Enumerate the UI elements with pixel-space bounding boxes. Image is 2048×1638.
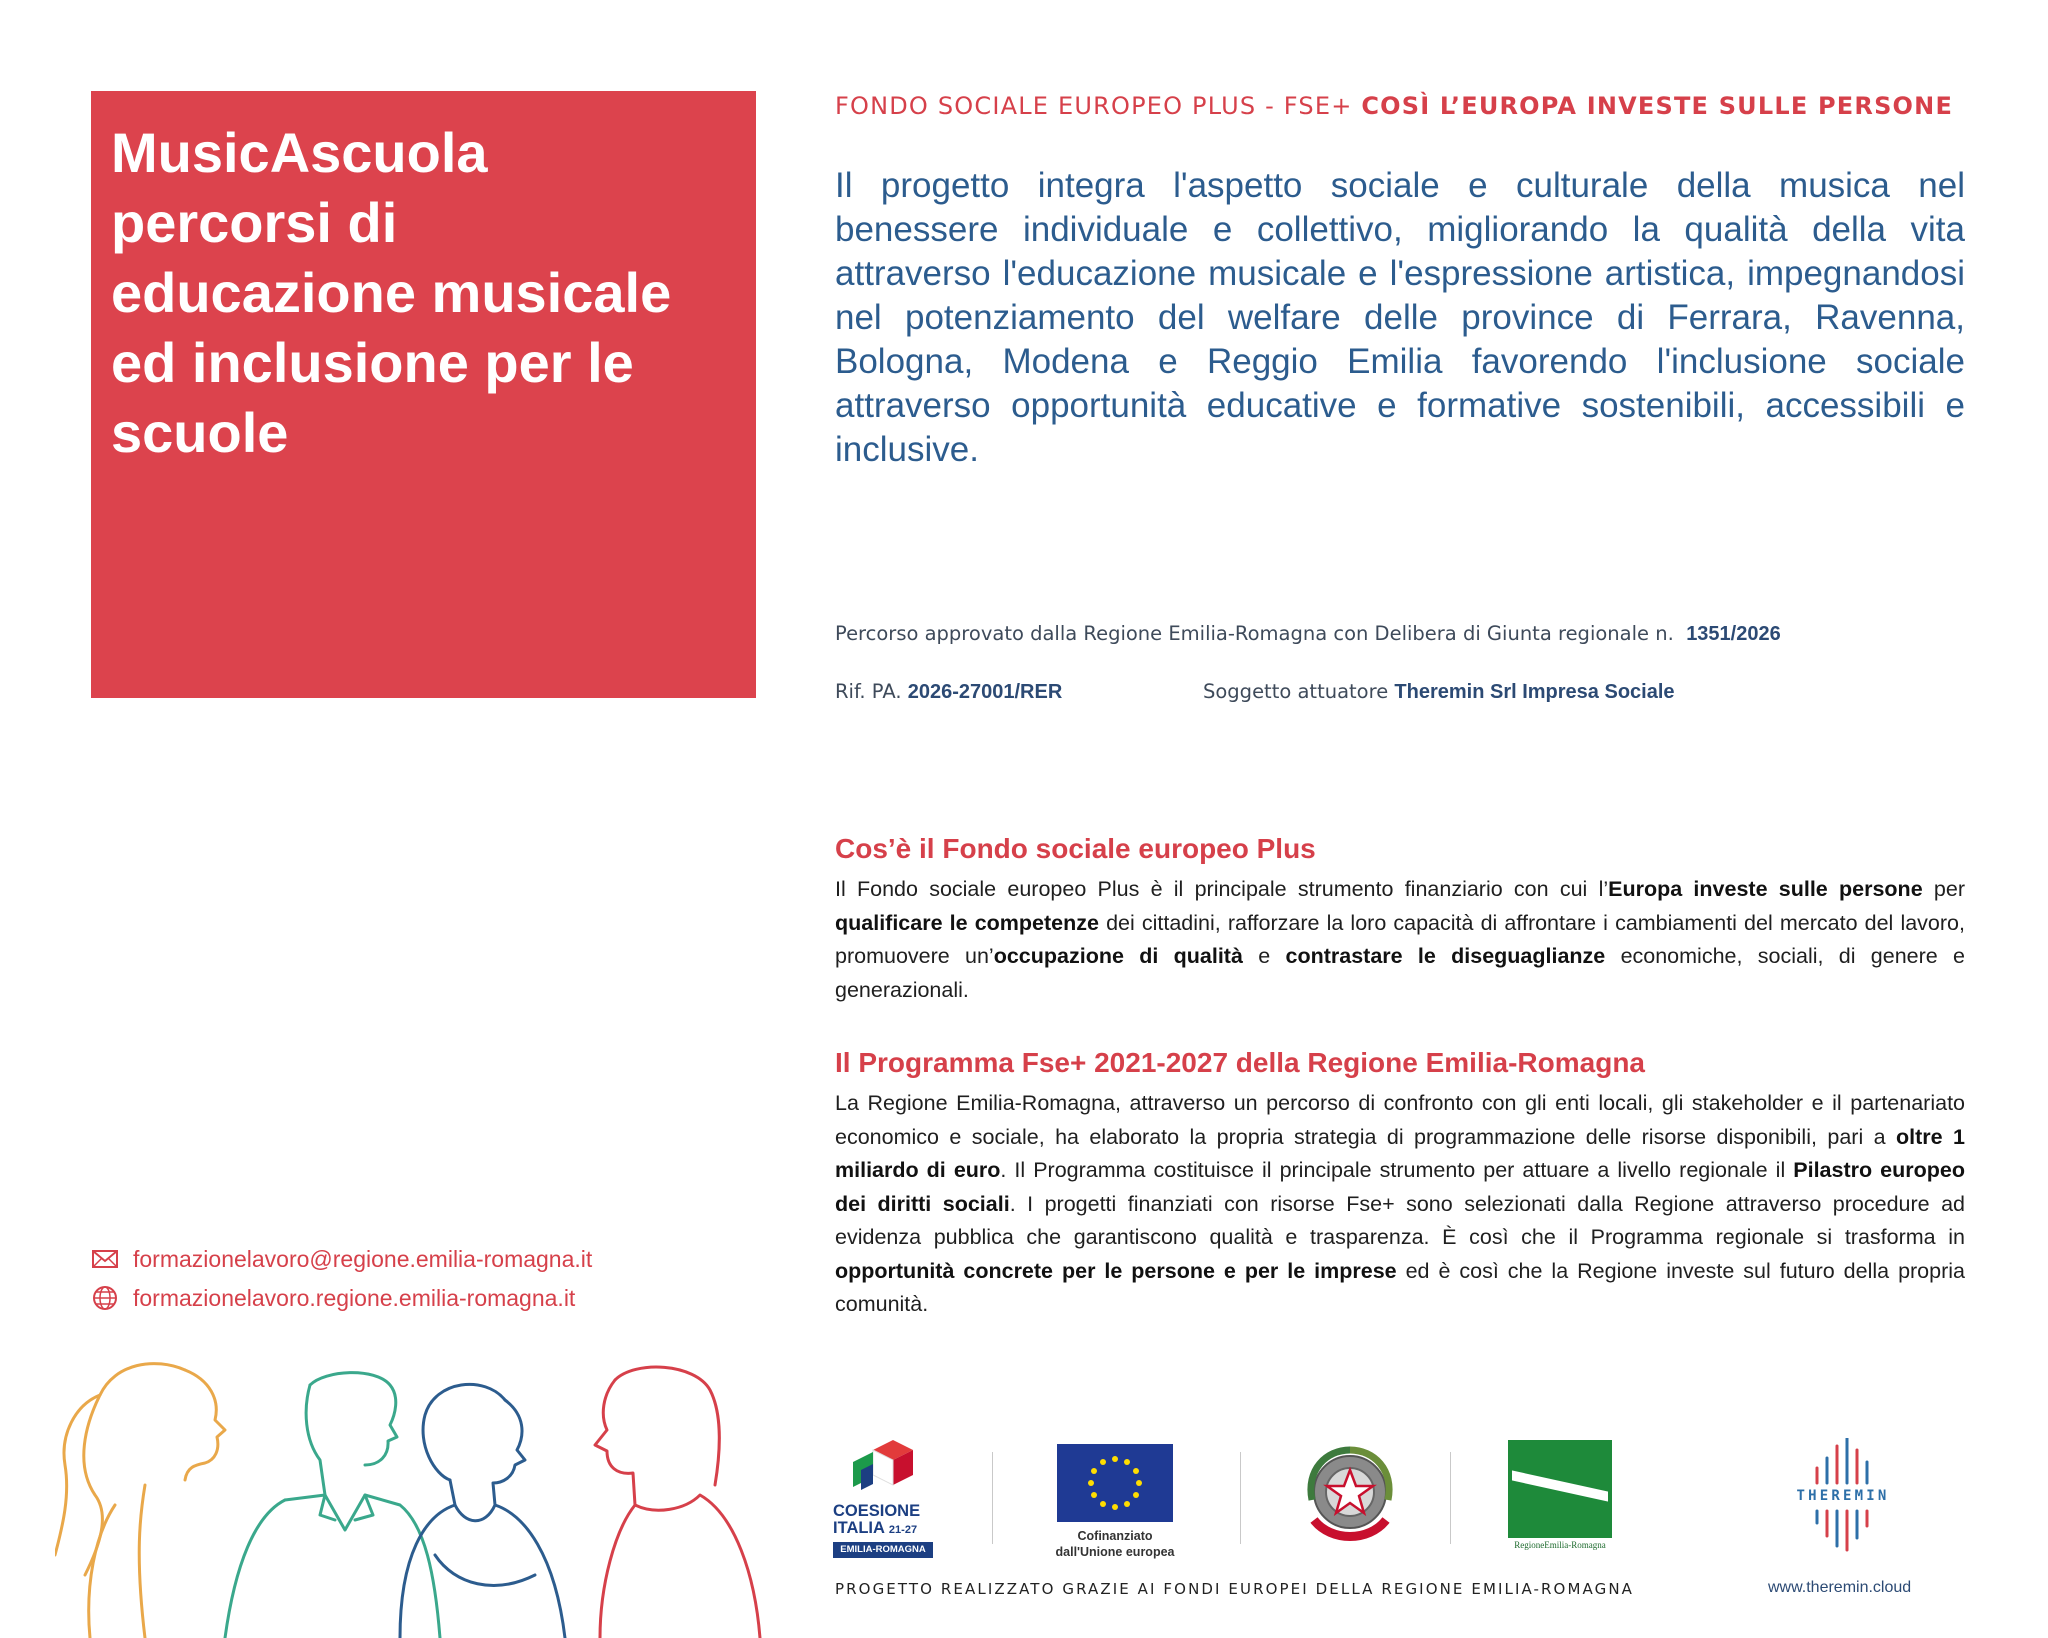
logo-divider — [992, 1452, 993, 1544]
theremin-website-link[interactable]: www.theremin.cloud — [1768, 1579, 1912, 1596]
logo-divider — [1450, 1452, 1451, 1544]
theremin-logo — [1783, 1438, 1903, 1553]
eu-caption-line: dall'Unione europea — [1055, 1545, 1175, 1559]
website-link[interactable]: formazionelavoro.regione.emilia-romagna.it — [133, 1284, 576, 1311]
approval-number: 1351/2026 — [1686, 623, 1781, 645]
person-blue-outline — [400, 1384, 565, 1638]
section-body-programma — [835, 1087, 1965, 1322]
section-body-fse — [835, 873, 1965, 1007]
theremin-wordmark: THEREMIN — [1796, 1488, 1890, 1504]
bold-run: occupazione di qualità — [993, 944, 1243, 968]
title-line: percorsi di — [111, 191, 398, 254]
envelope-icon — [91, 1245, 119, 1273]
soggetto-label: Soggetto attuatore — [1203, 680, 1389, 703]
text-run: . I progetti finanziati con risorse Fse+ sono selezionati dalla Regione attraverso procedure ad evidenza pubblica che garantiscono qualità e trasparenza. È così che il Programma regionale si trasforma in — [835, 1191, 1965, 1249]
title-box — [91, 91, 756, 698]
soggetto-value: Theremin Srl Impresa Sociale — [1394, 681, 1675, 703]
section-heading-fse: Cos’è il Fondo sociale europeo Plus — [835, 833, 1316, 864]
rif-value: 2026-27001/RER — [907, 681, 1063, 703]
fse-header — [835, 92, 1965, 120]
project-description: Il progetto integra l'aspetto sociale e culturale della musica nel benessere individuale e collettivo, migliorando la qualità della vita attraverso l'educazione musicale e l'espressione artistica, impegnandosi nel potenziamento del welfare delle province di Ferrara, Ravenna, Bologna, Modena e Reggio Emilia favorendo l'inclusione sociale attraverso opportunità educative e formative sostenibili, accessibili e inclusive. — [835, 166, 1965, 469]
text-run: e — [1242, 944, 1286, 968]
title-line: educazione musicale — [111, 261, 672, 324]
title-line: MusicAscuola — [111, 121, 488, 184]
footer-note: PROGETTO REALIZZATO GRAZIE AI FONDI EUROPEI DELLA REGIONE EMILIA-ROMAGNA — [835, 1580, 1635, 1598]
title-line: ed inclusione per le — [111, 331, 634, 394]
coesione-italia-logo — [833, 1440, 951, 1562]
contact-email[interactable] — [91, 1245, 592, 1273]
bold-run: qualificare le competenze — [835, 910, 1099, 935]
logo-divider — [1240, 1452, 1241, 1544]
coesione-wordmark — [833, 1503, 920, 1539]
rif-label: Rif. PA. — [835, 680, 902, 703]
rif-pa — [835, 680, 1062, 704]
bold-run: Europa investe sulle persone — [1608, 877, 1923, 901]
coesione-years: 21-27 — [888, 1524, 918, 1536]
bold-run: Pilastro europeo dei diritti sociali — [835, 1158, 1965, 1216]
person-green-outline — [225, 1373, 440, 1638]
person-red-outline — [595, 1367, 760, 1638]
soggetto-attuatore — [1203, 680, 1675, 704]
email-link[interactable]: formazionelavoro@regione.emilia-romagna.it — [133, 1245, 593, 1272]
regione-emilia-romagna-logo — [1508, 1440, 1612, 1550]
section-heading-programma: Il Programma Fse+ 2021-2027 della Regione Emilia-Romagna — [835, 1047, 1645, 1078]
coesione-band: EMILIA-ROMAGNA — [833, 1542, 933, 1558]
eu-caption — [1030, 1528, 1200, 1560]
project-title — [111, 118, 736, 468]
bold-run: opportunità concrete per le persone e per le imprese — [835, 1258, 1397, 1283]
bold-run: contrastare le diseguaglianze — [1285, 944, 1606, 968]
eu-caption-line: Cofinanziato — [1077, 1529, 1153, 1543]
coesione-name: COESIONE — [833, 1502, 921, 1520]
eu-stars-icon — [1057, 1444, 1173, 1522]
text-run: dei cittadini, rafforzare la loro capacità di affrontare i cambiamenti del mercato del lavoro, promuovere un’ — [835, 910, 1965, 968]
regione-flag-icon — [1508, 1440, 1612, 1538]
coesione-name2: ITALIA — [833, 1519, 885, 1537]
title-line: scuole — [111, 401, 289, 464]
italian-emblem-icon — [1296, 1440, 1404, 1552]
text-run: ed è così che la Regione investe sul futuro della propria comunità. — [835, 1258, 1965, 1316]
regione-caption: RegioneEmilia-Romagna — [1514, 1540, 1606, 1550]
globe-icon — [91, 1284, 119, 1312]
repubblica-italiana-emblem — [1296, 1440, 1404, 1552]
approval-note — [835, 622, 1781, 646]
bold-run: oltre 1 miliardo di euro — [835, 1124, 1965, 1182]
person-orange-outline — [55, 1364, 225, 1638]
eu-flag-logo — [1057, 1444, 1173, 1522]
text-run: . Il Programma costituisce il principale strumento per attuare a livello regionale il — [1000, 1158, 1794, 1182]
text-run: per — [1922, 877, 1965, 901]
text-run: La Regione Emilia-Romagna, attraverso un percorso di confronto con gli enti locali, gli stakeholder e il partenariato economico e sociale, ha elaborato la propria strategia di programmazione delle risorse disponibili, pari a — [835, 1091, 1965, 1149]
text-run: economiche, sociali, di genere e generazionali. — [835, 944, 1966, 1002]
fse-header-prefix: FONDO SOCIALE EUROPEO PLUS - FSE+ — [835, 92, 1362, 120]
approval-text: Percorso approvato dalla Regione Emilia-Romagna con Delibera di Giunta regionale n. — [835, 622, 1674, 645]
people-illustration — [55, 1355, 765, 1638]
text-run: Il Fondo sociale europeo Plus è il principale strumento finanziario con cui l’ — [835, 877, 1609, 901]
contact-website[interactable] — [91, 1284, 575, 1312]
fse-header-highlight: COSÌ L’EUROPA INVESTE SULLE PERSONE — [1361, 92, 1954, 120]
coesione-cube-icon — [853, 1440, 923, 1500]
